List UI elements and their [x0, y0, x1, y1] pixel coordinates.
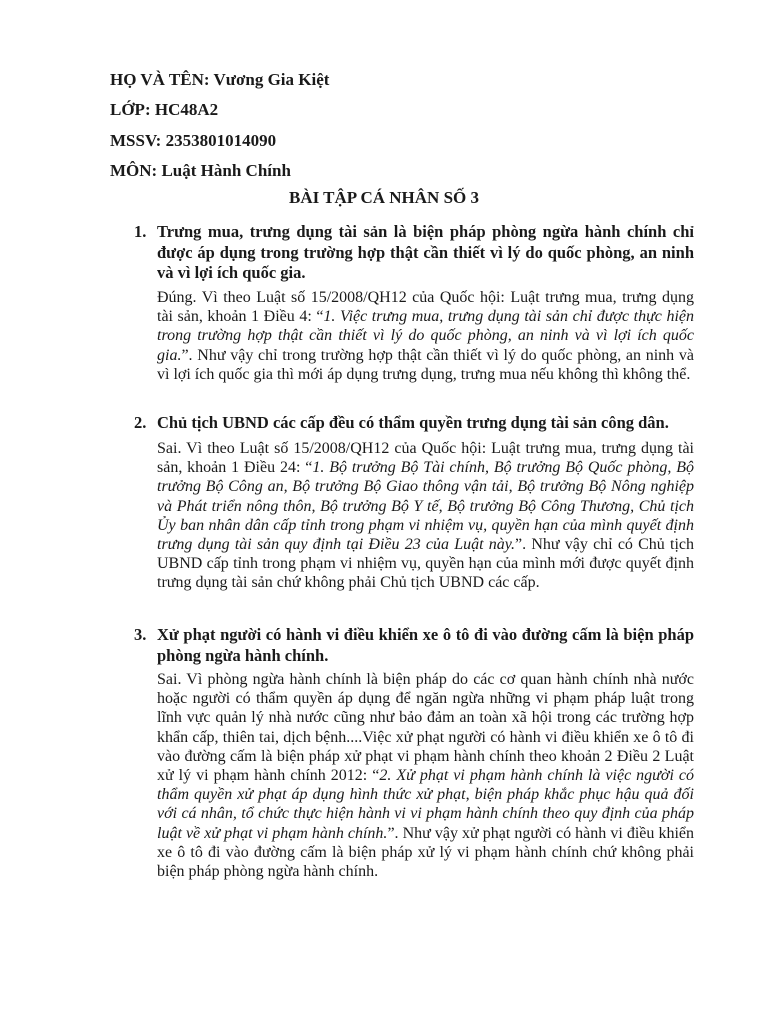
- legal-quote: 1. Việc trưng mua, trưng dụng tài sản chỉ được thực hiện trong trường hợp thật cần thiết vì lý do quốc phòng, an ninh và vì lợi ích quốc gia.: [157, 308, 694, 364]
- question-1-number: 1.: [134, 222, 147, 241]
- answer-text: ”. Như vậy chỉ có Chủ tịch UBND cấp tỉnh trong phạm vi nhiệm vụ, quyền hạn của mình mới được quyết định trưng dụng tài sản chứ không phải Chủ tịch UBND các cấp.: [157, 536, 695, 592]
- class-value: HC48A2: [154, 100, 219, 119]
- subject-value: Luật Hành Chính: [161, 161, 291, 180]
- legal-quote: 2. Xử phạt vi phạm hành chính là việc người có thẩm quyền xử phạt áp dụng hình thức xử phạt, biện pháp khắc phục hậu quả đối với cá nhân, tổ chức thực hiện hành vi vi phạm hành chính theo quy định của pháp luật về xử phạt vi phạm hành chính.: [157, 767, 694, 842]
- class-label: LỚP:: [110, 100, 151, 119]
- student-name-line: [110, 70, 329, 90]
- question-2-text: Chủ tịch UBND các cấp đều có thẩm quyền trưng dụng tài sản công dân.: [157, 413, 669, 432]
- answer-text: Sai. Vì phòng ngừa hành chính là biện pháp do các cơ quan hành chính nhà nước hoặc người có thẩm quyền áp dụng để ngăn ngừa những vi phạm pháp luật trong lĩnh vực quản lý nhà nước cũng như bảo đảm an toàn xã hội trong các trường hợp khẩn cấp, thiên tai, dịch bệnh....Việc xử phạt người có hành vi điều khiển xe ô tô đi vào đường cấm là biện pháp xử phạt vi phạm hành chính theo khoản 2 Điều 2 Luật xử lý vi phạm hành chính 2012: “: [157, 671, 694, 785]
- answer-text: Đúng. Vì theo Luật số 15/2008/QH12 của Quốc hội: Luật trưng mua, trưng dụng tài sản, khoản 1 Điều 4: “: [157, 289, 694, 326]
- legal-quote: 1. Bộ trưởng Bộ Tài chính, Bộ trưởng Bộ Quốc phòng, Bộ trưởng Bộ Công an, Bộ trưởng Bộ Giao thông vận tải, Bộ trưởng Bộ Nông nghiệp và Phát triển nông thôn, Bộ trưởng Bộ Y tế, Bộ trưởng Bộ Công Thương, Chủ tịch Ủy ban nhân dân cấp tỉnh trong phạm vi nhiệm vụ, quyền hạn của mình quyết định trưng dụng tài sản quy định tại Điều 23 của Luật này.: [157, 459, 694, 554]
- answer-text: ”. Như vậy xử phạt người có hành vi điều khiển xe ô tô đi vào đường cấm là biện pháp xử lý vi phạm hành chính chứ không phải biện pháp phòng ngừa hành chính.: [157, 824, 695, 881]
- question-2-answer: [157, 439, 694, 593]
- question-3-text: Xử phạt người có hành vi điều khiển xe ô tô đi vào đường cấm là biện pháp phòng ngừa hành chính.: [157, 625, 694, 665]
- name-value: Vương Gia Kiệt: [213, 70, 330, 89]
- question-3-answer: [157, 670, 694, 881]
- student-id-value: 2353801014090: [165, 131, 277, 150]
- question-1-answer: [157, 288, 694, 384]
- name-label: HỌ VÀ TÊN:: [110, 70, 210, 89]
- class-line: [110, 100, 218, 120]
- student-id-line: [110, 131, 276, 151]
- subject-label: MÔN:: [110, 161, 158, 180]
- assignment-title: BÀI TẬP CÁ NHÂN SỐ 3: [288, 188, 480, 207]
- question-3-number: 3.: [134, 625, 147, 644]
- question-2-number: 2.: [134, 413, 147, 432]
- subject-line: [110, 161, 291, 181]
- question-1-text: Trưng mua, trưng dụng tài sản là biện pháp phòng ngừa hành chính chỉ được áp dụng trong trường hợp thật cần thiết vì lý do quốc phòng, an ninh và vì lợi ích quốc gia.: [157, 222, 694, 282]
- answer-text: Sai. Vì theo Luật số 15/2008/QH12 của Quốc hội: Luật trưng mua, trưng dụng tài sản, khoản 1 Điều 24: “: [157, 440, 694, 477]
- answer-text: ”. Như vậy chỉ trong trường hợp thật cần thiết vì lý do quốc phòng, an ninh và vì lợi ích quốc gia thì mới áp dụng trưng dụng, trưng mua nếu không thì không thể.: [157, 346, 694, 383]
- student-id-label: MSSV:: [110, 131, 162, 150]
